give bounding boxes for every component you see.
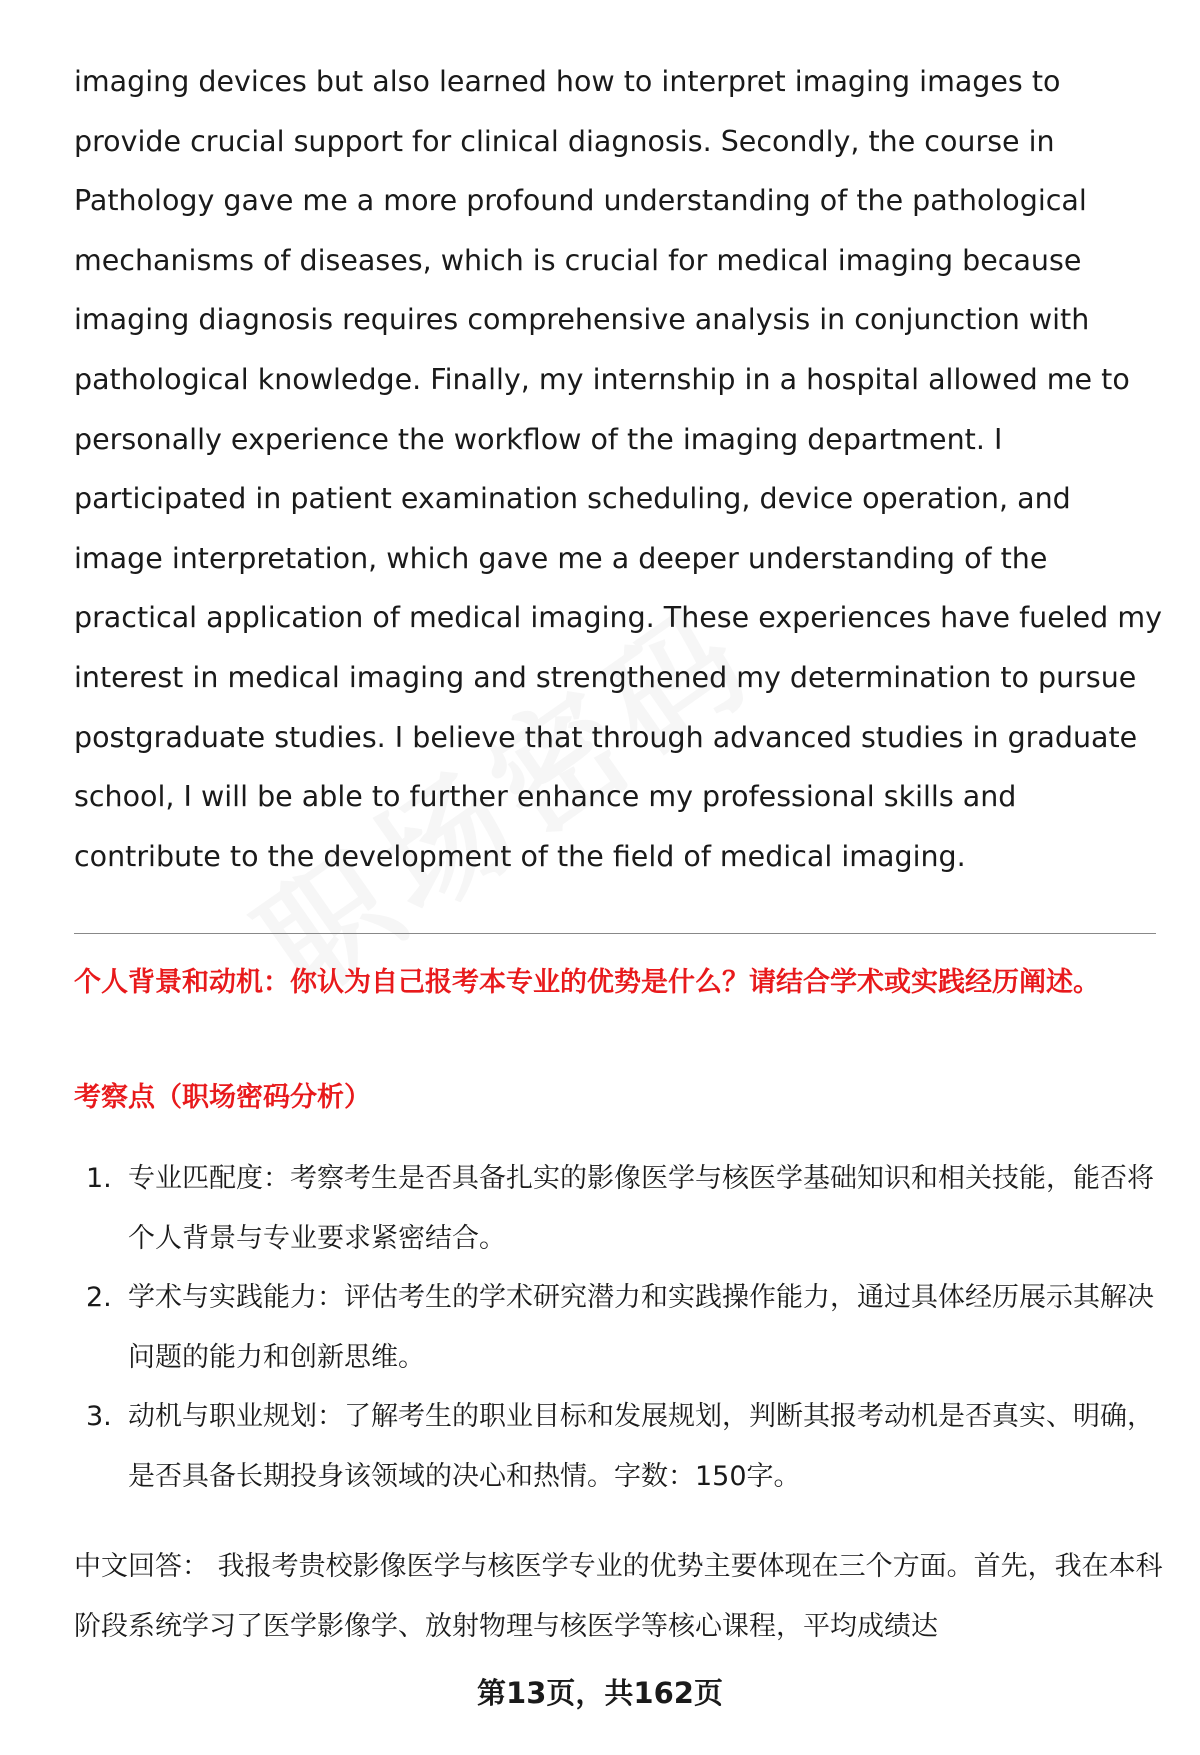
list-item-text: 学术与实践能力：评估考生的学术研究潜力和实践操作能力，通过具体经历展示其解决问题的能力和创新思维。 — [128, 1282, 1154, 1373]
section-divider — [74, 933, 1156, 934]
list-item-text: 专业匹配度：考察考生是否具备扎实的影像医学与核医学基础知识和相关技能，能否将个人背景与专业要求紧密结合。 — [128, 1163, 1154, 1254]
chinese-answer-paragraph: 中文回答： 我报考贵校影像医学与核医学专业的优势主要体现在三个方面。首先，我在本科阶段系统学习了医学影像学、放射物理与核医学等核心课程，平均成绩达 — [74, 1551, 1163, 1642]
list-item — [74, 1387, 1164, 1506]
list-item-number: 3. — [86, 1401, 112, 1433]
assessment-points-list — [74, 1149, 1164, 1507]
list-item — [74, 1149, 1164, 1268]
question-heading: 个人背景和动机：你认为自己报考本专业的优势是什么？请结合学术或实践经历阐述。 — [74, 967, 1100, 998]
list-item — [74, 1268, 1164, 1387]
list-item-number: 1. — [86, 1163, 112, 1194]
page-number-footer: 第13页，共162页 — [477, 1676, 723, 1710]
list-item-number: 2. — [86, 1282, 112, 1314]
assessment-points-title: 考察点（职场密码分析） — [74, 1082, 371, 1113]
list-item-text: 动机与职业规划：了解考生的职业目标和发展规划，判断其报考动机是否真实、明确，是否具备长期投身该领域的决心和热情。字数：150字。 — [128, 1401, 1154, 1492]
english-answer-paragraph: imaging devices but also learned how to interpret imaging images to provide crucial support for clinical diagnosis. Secondly, the course in Pathology gave me a more profound understanding of the pathological mechanisms of diseases, which is crucial for medical imaging because imaging diagnosis requires comprehensive analysis in conjunction with pathological knowledge. Finally, my internship in a hospital allowed me to personally experience the workflow of the imaging department. I participated in patient examination scheduling, device operation, and image interpretation, which gave me a deeper understanding of the practical application of medical imaging. These experiences have fueled my interest in medical imaging and strengthened my determination to pursue postgraduate studies. I believe that through advanced studies in graduate school, I will be able to further enhance my professional skills and contribute to the development of the field of medical imaging. — [74, 65, 1162, 873]
